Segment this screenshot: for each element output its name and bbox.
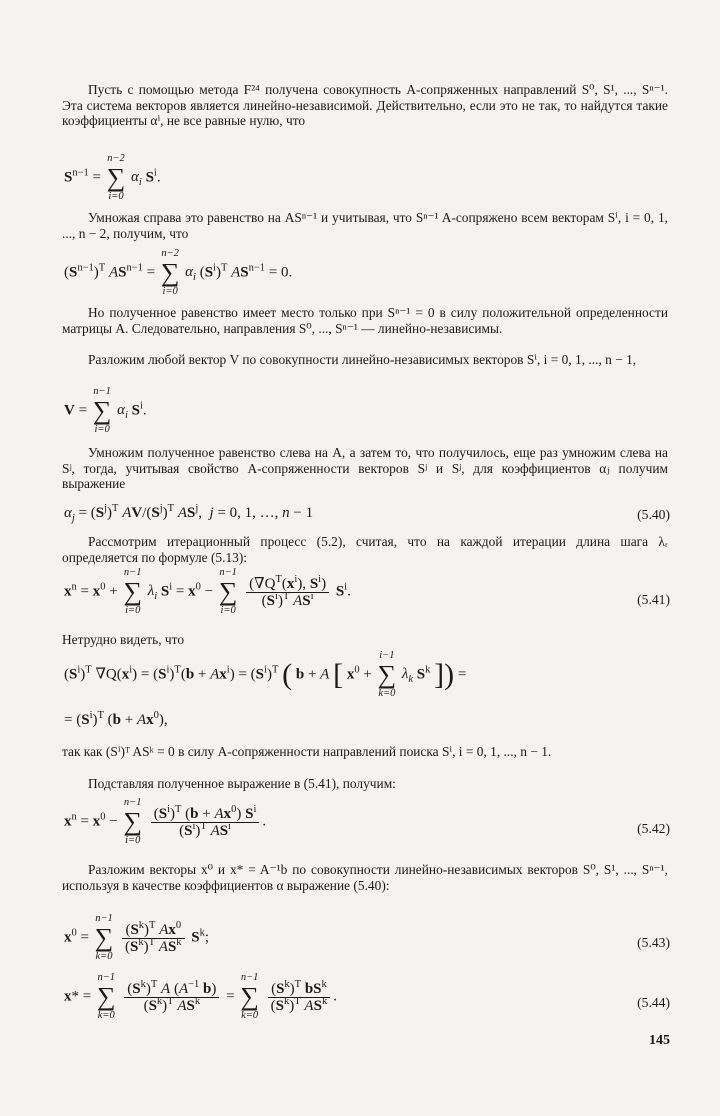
paragraph-4: Разложим любой вектор V по совокупности линейно-независимых векторов Sⁱ, i = 0, 1, ..., n − 1, — [88, 352, 637, 367]
formula-5-43: $x^0$ = n−1 ∑ k=0 $\frac{(S^k)^T Ax^0}{(S^k)^T AS^k}$ $S^k$; — [64, 913, 210, 962]
equation-number-5-43: (5.43) — [637, 935, 670, 950]
equation-number-5-42: (5.42) — [637, 821, 670, 836]
formula-linear-dependence: $S^{n-1}$ = n−2 ∑ i=0 $\alpha_i$ $S^i$. — [64, 153, 161, 202]
formula-gradient-result: = $(S^i)^T$ $(b + Ax^0)$, — [64, 710, 168, 728]
formula-5-42: $x^n = x^0$ − n−1 ∑ i=0 $\frac{(S^i)^T (b + Ax^0) S^i}{(S^i)^T AS^i}$ . — [64, 797, 267, 846]
paragraph-10: Разложим векторы x⁰ и x* = A⁻¹b по совокупности линейно-независимых векторов S⁰, S¹, ..., Sⁿ⁻¹, используя в качестве коэффициентов α выражение (5.40): — [62, 862, 668, 893]
equation-number-5-41: (5.41) — [637, 592, 670, 607]
paragraph-3: Но полученное равенство имеет место только при Sⁿ⁻¹ = 0 в силу положительной определенности матрицы A. Следовательно, направления S⁰, ..., Sⁿ⁻¹ — линейно-независимы. — [62, 305, 668, 336]
formula-5-44: x* = n−1 ∑ k=0 $\frac{(S^k)^T A (A^{-1} b)}{(S^k)^T AS^k}$ = n−1 ∑ k=0 $\frac{(S^k)^T bS^k}{(S^k)^T AS^k}$ . — [64, 972, 337, 1021]
paragraph-7: Нетрудно видеть, что — [62, 632, 185, 647]
formula-5-41: $x^n = x^0$ + n−1 ∑ i=0 $\lambda_i$ $S^i = x^0$ − n−1 ∑ i=0 $\frac{(\nabla Q^T(x^i), S^i)}{(S^i)^T AS^i}$ $S^i$. — [64, 567, 351, 616]
paragraph-5: Умножим полученное равенство слева на A, а затем то, что получилось, еще раз умножим слева на Sʲ, тогда, учитывая свойство A-сопряженности векторов Sʲ и Sʲ, для коэффициентов αⱼ получим выражение — [62, 445, 668, 491]
formula-conjugate-product: $(S^{n-1})^T$ $AS^{n-1}$ = n−2 ∑ i=0 $\alpha_i$ $(S^i)^T$ $AS^{n-1} = 0$. — [64, 248, 293, 297]
page-number: 145 — [649, 1033, 670, 1048]
equation-number-5-40: (5.40) — [637, 507, 670, 522]
paragraph-6: Рассмотрим итерационный процесс (5.2), считая, что на каждой итерации длина шага λᵣ определяется по формуле (5.13): — [62, 534, 668, 565]
paragraph-1: Пусть с помощью метода F²⁴ получена совокупность A-сопряженных направлений S⁰, S¹, ..., Sⁿ⁻¹. Эта система векторов является линейно-независимой. Действительно, если это не так, то найдутся такие коэффициенты αⁱ, не все равные нулю, что — [62, 82, 668, 128]
paragraph-9: Подставляя полученное выражение в (5.41), получим: — [88, 776, 396, 791]
paragraph-2: Умножая справа это равенство на ASⁿ⁻¹ и учитывая, что Sⁿ⁻¹ A-сопряжено всем векторам Sⁱ, i = 0, 1, ..., n − 2, получим, что — [62, 210, 668, 241]
formula-gradient-product: $(S^i)^T$ $\nabla Q(x^i) = (S^i)^T(b + Ax^i) = (S^i)^T$ ( b + A [ $x^0$ + i−1 ∑ k=0 $\lambda_k$ $S^k$ ]) = — [64, 650, 467, 699]
formula-5-40: $\alpha_j = (S^j)^T$ $AV/(S^j)^T$ $AS^j$, j = 0, 1, …, n − 1 — [64, 503, 314, 524]
equation-number-5-44: (5.44) — [637, 995, 670, 1010]
paragraph-8: так как (Sⁱ)ᵀ ASᵏ = 0 в силу A-сопряженности направлений поиска Sⁱ, i = 0, 1, ..., n − 1. — [62, 744, 552, 759]
formula-vector-expansion: V = n−1 ∑ i=0 $\alpha_i$ $S^i$. — [64, 386, 147, 435]
